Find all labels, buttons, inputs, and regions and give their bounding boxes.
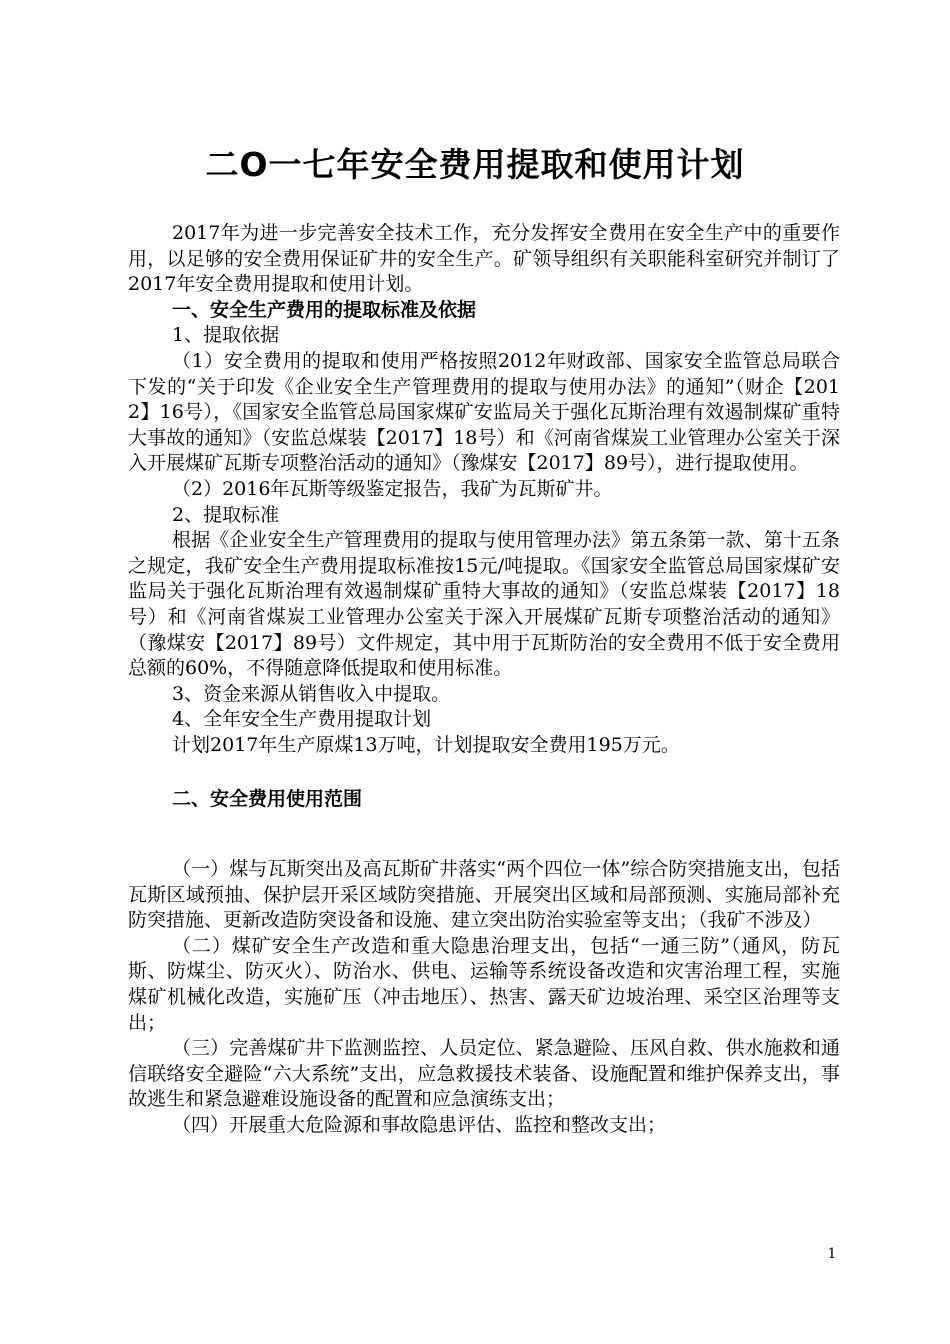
section-heading-extraction-standards: 一、安全生产费用的提取标准及依据: [172, 298, 477, 321]
section-heading-usage-scope: 二、安全费用使用范围: [172, 788, 363, 811]
paragraph-annual-plan: 计划2017年生产原煤13万吨，计划提取安全费用195万元。: [172, 733, 680, 756]
paragraph-basis-2: （2）2016年瓦斯等级鉴定报告，我矿为瓦斯矿井。: [172, 477, 613, 500]
paragraph-basis-1: （1）安全费用的提取和使用严格按照2012年财政部、国家安全监管总局联合下发的“关于印发《企业安全生产管理费用的提取与使用办法》的通知”（财企【2012】16号），《国家安全监管总局国家煤矿安监局关于强化瓦斯治理有效遏制煤矿重特大事故的通知》（安监总煤装【2017】18号）和《河南省煤炭工业管理办公室关于深入开展煤矿瓦斯专项整治活动的通知》（豫煤安【2017】89号），进行提取使用。: [128, 349, 840, 475]
paragraph-usage-item-1: （一）煤与瓦斯突出及高瓦斯矿井落实“两个四位一体”综合防突措施支出，包括瓦斯区域预抽、保护层开采区域防突措施、开展突出区域和局部预测、实施局部补充防突措施、更新改造防突设备和设施、建立突出防治实验室等支出；（我矿不涉及）: [128, 858, 840, 932]
subheading-extraction-standard: 2、提取标准: [172, 503, 280, 526]
intro-paragraph: 2017年为进一步完善安全技术工作，充分发挥安全费用在安全生产中的重要作用，以足够的安全费用保证矿井的安全生产。矿领导组织有关职能科室研究并制订了2017年安全费用提取和使用计划。: [128, 222, 840, 296]
paragraph-usage-item-2: （二）煤矿安全生产改造和重大隐患治理支出，包括“一通三防”（通风，防瓦斯、防煤尘、防灭火）、防治水、供电、运输等系统设备改造和灾害治理工程，实施煤矿机械化改造，实施矿压（冲击地压）、热害、露天矿边坡治理、采空区治理等支出；: [128, 934, 840, 1034]
paragraph-usage-item-3: （三）完善煤矿井下监测监控、人员定位、紧急避险、压风自救、供水施救和通信联络安全避险“六大系统”支出，应急救援技术装备、设施配置和维护保养支出，事故逃生和紧急避难设施设备的配置和应急演练支出；: [128, 1037, 840, 1111]
subheading-extraction-basis: 1、提取依据: [172, 324, 280, 347]
document-title: 二O一七年安全费用提取和使用计划: [205, 145, 745, 184]
document-body: [128, 221, 840, 1139]
paragraph-usage-item-4: （四）开展重大危险源和事故隐患评估、监控和整改支出；: [172, 1114, 667, 1136]
paragraph-fund-source: 3、资金来源从销售收入中提取。: [172, 682, 451, 705]
page-number: 1: [827, 1246, 837, 1262]
subheading-annual-plan: 4、全年安全生产费用提取计划: [172, 708, 432, 731]
paragraph-extraction-standard: 根据《企业安全生产管理费用的提取与使用管理办法》第五条第一款、第十五条之规定，我矿安全生产费用提取标准按15元/吨提取。《国家安全监管总局国家煤矿安监局关于强化瓦斯治理有效遏制煤矿重特大事故的通知》（安监总煤装【2017】18号）和《河南省煤炭工业管理办公室关于深入开展煤矿瓦斯专项整治活动的通知》（豫煤安【2017】89号）文件规定，其中用于瓦斯防治的安全费用不低于安全费用总额的60%，不得随意降低提取和使用标准。: [128, 529, 840, 680]
